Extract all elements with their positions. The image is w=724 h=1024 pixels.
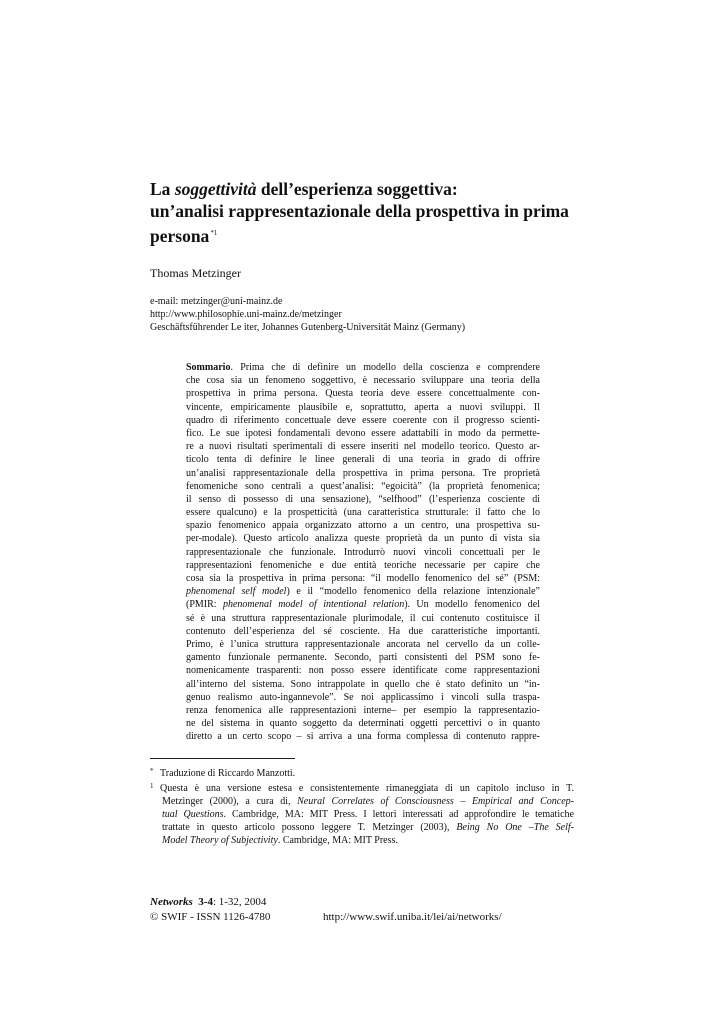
abstract-line: rappresentazioni fenomeniche e due entità teoriche necessarie per capire che bbox=[186, 559, 540, 571]
abstract-line: sé è una struttura rappresentazionale plurimodale, il cui contenuto costituisce il bbox=[186, 612, 540, 624]
footnote-1-line: Metzinger (2000), a cura di, Neural Correlates of Consciousness – Empirical and Concep- bbox=[162, 796, 574, 807]
journal-citation bbox=[150, 895, 266, 910]
copyright-issn: © SWIF - ISSN 1126-4780 bbox=[150, 911, 271, 923]
author-affiliation: Geschäftsführender Le iter, Johannes Gutenberg-Universität Mainz (Germany) bbox=[150, 322, 466, 333]
abstract-line: fico. Le sue ipotesi fondamentali devono essere adattabili in modo da permette- bbox=[186, 427, 540, 439]
journal-name: Networks bbox=[150, 896, 193, 908]
footnote-marker: 1 bbox=[150, 782, 154, 790]
title-line-1: La soggettività dell’esperienza soggettiva: bbox=[150, 179, 458, 199]
abstract-line: phenomenal self model) e il “modello fenomenico della relazione intenzionale” bbox=[186, 586, 540, 598]
footnote-1: 1 Questa è una versione estesa e consistentemente rimaneggiata di un capitolo incluso in T. bbox=[150, 782, 574, 794]
author-email: e-mail: metzinger@uni-mainz.de bbox=[150, 296, 283, 307]
abstract bbox=[186, 361, 540, 743]
abstract-line: contenuto dell’esperienza del sé cosciente. Ha due caratteristiche importanti. bbox=[186, 625, 540, 637]
abstract-line: genuo realismo auto-ingannevole”. Se noi applicassimo i vincoli sulla traspa- bbox=[186, 691, 540, 703]
abstract-line: fenomeniche sono centrali a quest’analisi: “egoicità” (la proprietà fenomenica; bbox=[186, 480, 540, 492]
abstract-line: (PMIR: phenomenal model of intentional relation). Un modello fenomenico del bbox=[186, 599, 541, 611]
journal-volume: 3-4 bbox=[198, 896, 213, 908]
footnote-marker: * bbox=[150, 767, 154, 775]
title-line-3: persona$^{*1}$ bbox=[150, 226, 218, 246]
abstract-line: il senso di possesso di una sensazione), “selfhood” (l’esperienza cosciente di bbox=[186, 493, 540, 505]
abstract-line: un’analisi rappresentazionale della prospettiva in prima persona. Tre proprietà bbox=[186, 467, 540, 479]
abstract-line: ticolo tenta di definire le linee generali di una teoria in grado di offrire bbox=[186, 454, 540, 466]
abstract-line: all’interno del sistema. Sono intrappolate in quello che è stato definito un “in- bbox=[186, 678, 540, 690]
author-name: Thomas Metzinger bbox=[150, 266, 241, 280]
abstract-line: ne del sistema in quanto soggetto da determinati oggetti percettivi o in quanto bbox=[186, 718, 540, 730]
abstract-line: per-modale). Questo articolo analizza queste proprietà da un punto di vista sia bbox=[186, 533, 540, 545]
article-title bbox=[150, 178, 590, 247]
abstract-line: rappresentazionale che funzionale. Introdurrò nuovi vincoli concettuali per le bbox=[186, 546, 540, 558]
abstract-line: che cosa sia un fenomeno soggettivo, è necessario sviluppare una teoria della bbox=[186, 375, 540, 387]
abstract-line: Primo, è l’unica struttura rappresentazionale ancorata nel cervello da un colle- bbox=[186, 638, 540, 650]
abstract-line: vincente, empiricamente plausibile e, soprattutto, aperta a nuovi sviluppi. Il bbox=[186, 401, 540, 413]
abstract-line: quadro di riferimento concettuale deve essere coerente con il progresso scienti- bbox=[186, 414, 540, 426]
title-line-2: un’analisi rappresentazionale della prospettiva in prima bbox=[150, 201, 569, 221]
abstract-line: nomenicamente trasparenti: non posso essere identificate come rappresentazioni bbox=[186, 665, 540, 677]
abstract-line: gamento funzionale permanente. Secondo, parti consistenti del PSM sono fe- bbox=[186, 652, 540, 664]
abstract-line: spazio fenomenico appaia organizzato attorno a un centro, una prospettiva su- bbox=[186, 520, 540, 532]
abstract-line: cosa sia la prospettiva in prima persona: “il modello fenomenico del sé” (PSM: bbox=[186, 573, 540, 584]
author-contacts bbox=[150, 295, 465, 334]
footnote-divider bbox=[150, 758, 295, 759]
abstract-line: essere qualcuno) e la prospetticità (una caratteristica strutturale: il fatto che lo bbox=[186, 507, 540, 519]
abstract-line: diretto a un certo scopo – si arriva a una forma complessa di contenuto rappre- bbox=[186, 731, 540, 743]
footnotes bbox=[150, 765, 574, 847]
footnote-1-line: tual Questions. Cambridge, MA: MIT Press. I lettori interessati ad approfondire le tematiche bbox=[162, 809, 574, 820]
abstract-line: re a nuovi risultati sperimentali di essere inseriti nel modello teorico. Questo ar- bbox=[186, 441, 540, 453]
journal-pages: : 1-32, 2004 bbox=[212, 896, 267, 908]
abstract-line: prospettiva in prima persona. Questa teoria deve essere concettualmente con- bbox=[186, 388, 540, 400]
abstract-line: Sommario. Prima che di definire un modello della coscienza e comprendere bbox=[186, 362, 540, 373]
author-website: http://www.philosophie.uni-mainz.de/metzinger bbox=[150, 309, 342, 320]
footnote-1-line: trattate in questo articolo possono leggere T. Metzinger (2003), Being No One –The Self- bbox=[162, 822, 574, 833]
footnote-translator: * Traduzione di Riccardo Manzotti. bbox=[150, 767, 296, 779]
journal-url[interactable]: http://www.swif.uniba.it/lei/ai/networks/ bbox=[323, 911, 502, 923]
title-footnote-marker: *1 bbox=[210, 229, 218, 237]
footnote-1-line: Model Theory of Subjectivity. Cambridge, MA: MIT Press. bbox=[162, 835, 398, 846]
abstract-label: Sommario bbox=[186, 362, 231, 373]
abstract-line: renza fenomenica alle rappresentazioni interne– per esempio la rappresentazio- bbox=[186, 704, 540, 716]
